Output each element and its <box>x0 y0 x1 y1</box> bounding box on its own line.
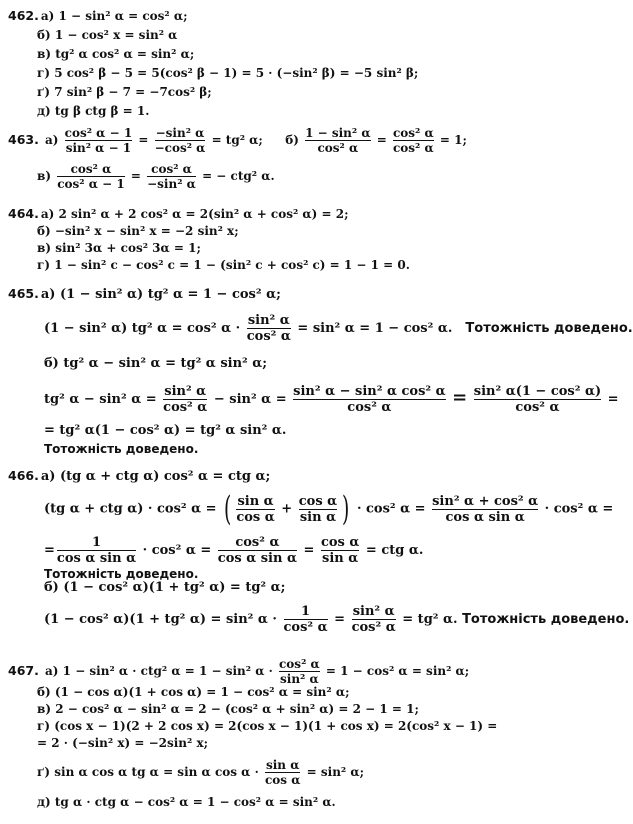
numerator: sin² α(1 − cos² α) <box>473 384 602 399</box>
fraction <box>218 535 297 566</box>
fraction <box>293 384 445 415</box>
fraction <box>352 604 396 635</box>
proof-note: Тотожність доведено. <box>44 442 199 456</box>
problem-466-line-b: б) (1 − cos² α)(1 + tg² α) = tg² α; <box>44 580 286 595</box>
result: = 1; <box>439 133 467 147</box>
problem-465-proof-b-cont: = tg² α(1 − cos² α) = tg² α sin² α. <box>44 423 287 438</box>
denominator: cos² α <box>305 140 370 155</box>
problem-466-proof-b: (1 − cos² α)(1 + tg² α) = sin² α · $\frac{1}{\text{cos² α}}$ = $\frac{\text{sin² α}}{\text{cos² α}}$ = tg² α. Тотожність доведено. <box>44 604 630 635</box>
denominator: cos α sin α <box>432 509 538 525</box>
proof-note: Тотожність доведено. <box>44 567 199 581</box>
numerator: −sin² α <box>155 126 205 140</box>
expression: ґ) sin α cos α tg α = sin α cos α · <box>37 765 259 779</box>
result: = − ctg² α. <box>202 169 275 183</box>
denominator: cos² α <box>351 620 396 635</box>
fraction <box>321 535 359 566</box>
fraction <box>155 126 206 155</box>
denominator: sin α <box>322 551 359 566</box>
numerator: cos α <box>298 493 338 509</box>
fraction <box>57 162 125 191</box>
problem-number: 464. <box>8 206 39 221</box>
proof-note: Тотожність доведено. <box>462 612 630 627</box>
problem-464-line-v: в) sin² 3α + cos² 3α = 1; <box>37 241 201 255</box>
expression: а) 1 − sin² α · ctg² α = 1 − sin² α · <box>45 664 273 678</box>
numerator: cos² α <box>279 657 320 671</box>
expression: = tg² α. <box>402 612 458 627</box>
item-label: б) <box>285 133 299 147</box>
problem-466-proof-a-1: (tg α + ctg α) · cos² α = ( $\frac{\text{sin α}}{\text{cos α}}$ + $\frac{\text{cos α}}{\text{sin α}}$ ) · cos² α = $\frac{\text{sin² α + cos² α}}{\text{cos α sin α}}$ · cos² α = <box>44 489 614 529</box>
fraction <box>236 494 274 525</box>
denominator: −sin² α <box>147 177 196 191</box>
problem-number: 463. <box>8 132 39 147</box>
item-label: а) <box>45 133 59 147</box>
expression: (1 − sin² α) tg² α = cos² α · <box>44 321 241 336</box>
fraction <box>305 126 370 155</box>
problem-466-proof-a-2: = $\frac{1}{\text{cos α sin α}}$ · cos² α = $\frac{\text{cos² α}}{\text{cos α sin α}}$ = $\frac{\text{cos α}}{\text{sin α}}$ = ctg α. <box>44 535 424 566</box>
denominator: cos² α <box>392 141 434 155</box>
numerator: sin² α <box>247 313 290 328</box>
problem-462-line-g: г) 5 cos² β − 5 = 5(cos² β − 1) = 5 · (−sin² β) = −5 sin² β; <box>37 66 419 80</box>
fraction <box>474 384 601 415</box>
numerator: 1 − sin² α <box>305 126 371 140</box>
problem-464-line-b: б) −sin² x − sin² x = −2 sin² x; <box>37 224 239 238</box>
numerator: sin² α + cos² α <box>432 493 539 509</box>
fraction <box>284 604 328 635</box>
problem-462-line-b: б) 1 − cos² x = sin² α <box>37 28 178 42</box>
numerator: cos² α <box>235 535 280 550</box>
numerator: cos² α <box>392 126 434 140</box>
problem-464-line-a <box>8 207 349 221</box>
problem-462-line-a <box>8 9 188 23</box>
fraction <box>299 494 337 525</box>
numerator: sin² α <box>352 604 395 619</box>
denominator: sin² α − 1 <box>65 141 132 155</box>
denominator: cos α <box>264 773 301 787</box>
numerator: 1 <box>301 604 311 619</box>
fraction <box>247 313 291 344</box>
denominator: cos² α <box>474 399 601 415</box>
problem-462-line-d: д) tg β ctg β = 1. <box>37 104 150 118</box>
expression: − sin² α = <box>213 392 287 407</box>
result: = tg² α; <box>211 133 263 147</box>
fraction <box>432 494 538 525</box>
problem-467-line-a <box>8 657 469 686</box>
denominator: cos² α − 1 <box>57 177 125 191</box>
numerator: cos² α − 1 <box>64 126 133 140</box>
equation: а) 1 − sin² α = cos² α; <box>40 9 188 23</box>
expression: · cos² α = <box>142 543 212 558</box>
expression: = sin² α; <box>306 765 365 779</box>
problem-465-line-b: б) tg² α − sin² α = tg² α sin² α; <box>44 356 268 371</box>
numerator: cos² α <box>70 162 112 176</box>
problem-467-line-g: г) (cos x − 1)(2 + 2 cos x) = 2(cos x − 1)(1 + cos x) = 2(cos² x − 1) = <box>37 719 498 733</box>
expression: (tg α + ctg α) · cos² α = <box>44 501 217 517</box>
item-label: в) <box>37 169 52 183</box>
problem-467-line-g2 <box>37 758 364 787</box>
problem-467-line-b: б) (1 − cos α)(1 + cos α) = 1 − cos² α = sin² α; <box>37 685 350 699</box>
problem-number: 467. <box>8 663 39 678</box>
problem-463-line-1: 463. а) $\frac{\text{cos² α − 1}}{\text{sin² α − 1}}$ = $\frac{\text{−sin² α}}{\text{−cos² α}}$ = tg² α; б) $\frac{\text{1 − sin² α}}{\text{cos² α}}$ = $\frac{\text{cos² α}}{\text{cos² α}}$ = 1; <box>8 126 467 155</box>
problem-number: 466. <box>8 468 39 483</box>
numerator: 1 <box>91 535 102 550</box>
fraction <box>279 657 320 686</box>
numerator: sin² α <box>164 384 207 399</box>
fraction <box>163 384 207 415</box>
problem-462-line-g2: ґ) 7 sin² β − 7 = −7cos² β; <box>37 85 212 99</box>
expression: = ctg α. <box>365 543 424 558</box>
expression: (1 − cos² α)(1 + tg² α) = sin² α · <box>44 612 277 627</box>
problem-466-line-a <box>8 469 270 484</box>
problem-467-line-v: в) 2 − cos² α − sin² α = 2 − (cos² α + sin² α) = 2 − 1 = 1; <box>37 702 419 716</box>
denominator: cos² α <box>163 400 208 415</box>
denominator: cos² α <box>283 620 328 635</box>
problem-465-proof-b: tg² α − sin² α = $\frac{\text{sin² α}}{\text{cos² α}}$ − sin² α = $\frac{\text{sin² α − sin² α cos² α}}{\text{cos² α}}$ = $\frac{\text{sin² α(1 − cos² α)}}{\text{cos² α}}$ = <box>44 384 619 415</box>
denominator: sin² α <box>280 672 319 686</box>
numerator: sin α <box>265 758 300 772</box>
numerator: sin² α − sin² α cos² α <box>293 384 446 399</box>
denominator: cos α sin α <box>217 551 297 566</box>
fraction <box>265 758 300 787</box>
problem-467-line-d: д) tg α · ctg α − cos² α = 1 − cos² α = sin² α. <box>37 795 336 809</box>
equation: а) (1 − sin² α) tg² α = 1 − cos² α; <box>40 287 281 302</box>
fraction <box>147 162 196 191</box>
fraction <box>57 535 136 566</box>
numerator: sin α <box>237 493 274 509</box>
equation: а) (tg α + ctg α) cos² α = ctg α; <box>40 469 271 484</box>
denominator: sin α <box>299 509 337 525</box>
problem-number: 462. <box>8 8 39 23</box>
problem-465-line-a <box>8 287 281 302</box>
problem-463-line-2: в) $\frac{\text{cos² α}}{\text{cos² α − 1}}$ = $\frac{\text{cos² α}}{\text{−sin² α}}$ = − ctg² α. <box>37 162 275 191</box>
expression: = sin² α = 1 − cos² α. <box>297 321 453 336</box>
expression: · cos² α = <box>544 501 614 517</box>
problem-number: 465. <box>8 286 39 301</box>
fraction <box>65 126 133 155</box>
problem-465-proof-a <box>44 313 633 344</box>
expression: tg² α − sin² α = <box>44 392 157 407</box>
denominator: −cos² α <box>154 141 206 155</box>
problem-462-line-v: в) tg² α cos² α = sin² α; <box>37 47 195 61</box>
expression: · cos² α = <box>356 501 426 517</box>
denominator: cos α <box>236 509 275 525</box>
equation: а) 2 sin² α + 2 cos² α = 2(sin² α + cos² α) = 2; <box>40 207 349 221</box>
denominator: cos² α <box>293 399 445 415</box>
problem-464-line-g: г) 1 − sin² c − cos² c = 1 − (sin² c + cos² c) = 1 − 1 = 0. <box>37 258 410 272</box>
denominator: cos² α <box>246 329 291 344</box>
expression: = 1 − cos² α = sin² α; <box>325 664 470 678</box>
numerator: cos α <box>320 535 360 550</box>
proof-note: Тотожність доведено. <box>465 321 633 336</box>
fraction <box>393 126 434 155</box>
denominator: cos α sin α <box>56 551 137 566</box>
problem-467-line-g-cont: = 2 · (−sin² x) = −2sin² x; <box>37 736 209 750</box>
numerator: cos² α <box>151 162 192 176</box>
